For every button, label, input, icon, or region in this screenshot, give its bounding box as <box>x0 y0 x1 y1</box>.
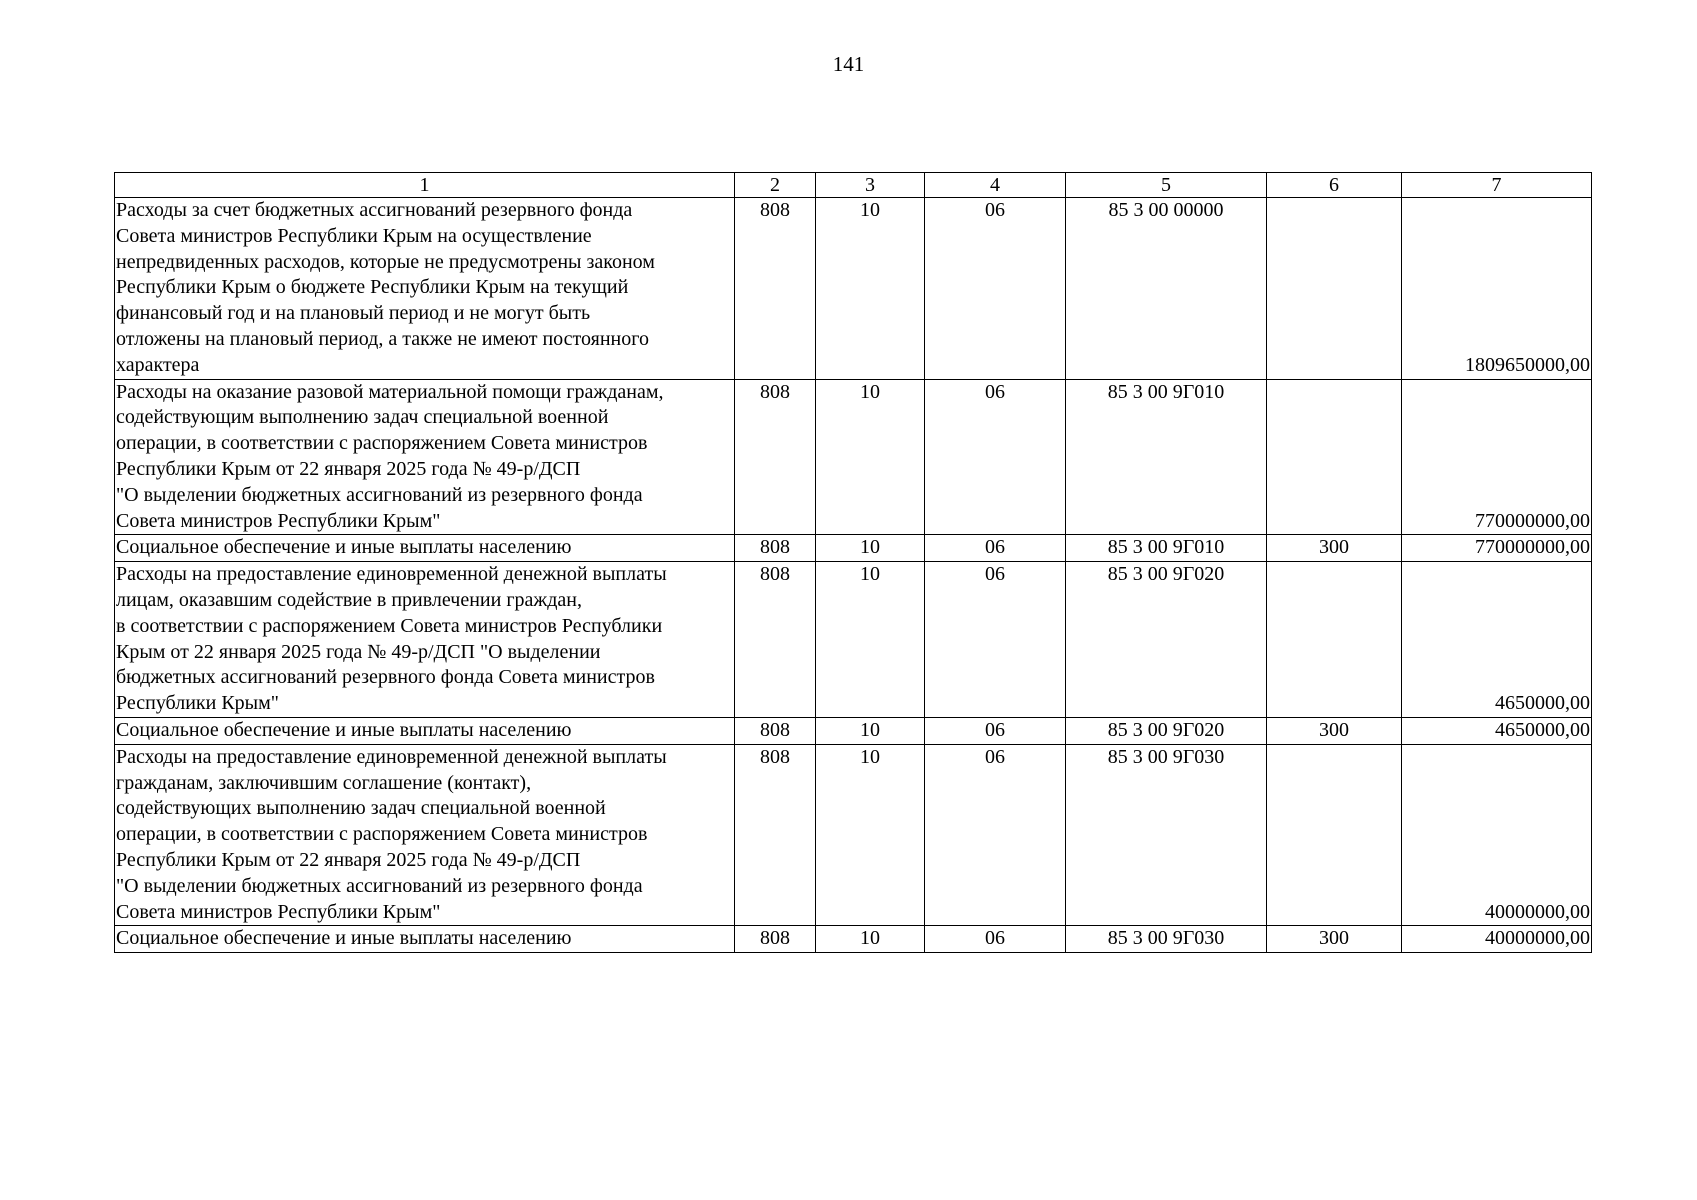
row-description: Социальное обеспечение и иные выплаты населению <box>115 926 735 953</box>
row-subsection-code: 06 <box>925 744 1066 926</box>
budget-table <box>114 172 1592 953</box>
row-amount: 4650000,00 <box>1402 562 1592 718</box>
header-cell-5: 5 <box>1066 173 1267 198</box>
row-target-article: 85 3 00 9Г020 <box>1066 717 1267 744</box>
row-expense-type: 300 <box>1267 535 1402 562</box>
row-subsection-code: 06 <box>925 562 1066 718</box>
table-row <box>115 562 1592 718</box>
row-ministry-code: 808 <box>735 562 816 718</box>
row-expense-type <box>1267 198 1402 380</box>
row-description: Социальное обеспечение и иные выплаты населению <box>115 535 735 562</box>
row-subsection-code: 06 <box>925 198 1066 380</box>
row-expense-type: 300 <box>1267 717 1402 744</box>
row-expense-type <box>1267 562 1402 718</box>
row-ministry-code: 808 <box>735 198 816 380</box>
row-amount: 770000000,00 <box>1402 379 1592 535</box>
row-amount: 770000000,00 <box>1402 535 1592 562</box>
row-ministry-code: 808 <box>735 717 816 744</box>
row-expense-type: 300 <box>1267 926 1402 953</box>
row-subsection-code: 06 <box>925 717 1066 744</box>
row-description: Расходы на предоставление единовременной денежной выплаты лицам, оказавшим содействие в привлечении граждан, в соответствии с распоряжением Совета министров Республики Крым от 22 января 2025 года № 49-р/ДСП "О выделении бюджетных ассигнований резервного фонда Совета министров Республики Крым" <box>115 562 735 718</box>
row-section-code: 10 <box>816 926 925 953</box>
table-row <box>115 535 1592 562</box>
table-row <box>115 717 1592 744</box>
header-cell-7: 7 <box>1402 173 1592 198</box>
row-description: Расходы на предоставление единовременной денежной выплаты гражданам, заключившим соглашение (контакт), содействующих выполнению задач специальной военной операции, в соответствии с распоряжением Совета министров Республики Крым от 22 января 2025 года № 49-р/ДСП "О выделении бюджетных ассигнований из резервного фонда Совета министров Республики Крым" <box>115 744 735 926</box>
header-cell-2: 2 <box>735 173 816 198</box>
header-cell-1: 1 <box>115 173 735 198</box>
row-ministry-code: 808 <box>735 926 816 953</box>
row-amount: 4650000,00 <box>1402 717 1592 744</box>
row-section-code: 10 <box>816 717 925 744</box>
row-target-article: 85 3 00 9Г010 <box>1066 379 1267 535</box>
table-row <box>115 744 1592 926</box>
row-amount: 40000000,00 <box>1402 744 1592 926</box>
row-target-article: 85 3 00 9Г010 <box>1066 535 1267 562</box>
table-row <box>115 926 1592 953</box>
row-target-article: 85 3 00 00000 <box>1066 198 1267 380</box>
row-expense-type <box>1267 744 1402 926</box>
page-number: 141 <box>832 52 865 76</box>
row-amount: 1809650000,00 <box>1402 198 1592 380</box>
row-section-code: 10 <box>816 198 925 380</box>
table-row <box>115 379 1592 535</box>
row-section-code: 10 <box>816 379 925 535</box>
header-cell-4: 4 <box>925 173 1066 198</box>
row-section-code: 10 <box>816 744 925 926</box>
table-row <box>115 198 1592 380</box>
row-description: Социальное обеспечение и иные выплаты населению <box>115 717 735 744</box>
row-subsection-code: 06 <box>925 535 1066 562</box>
row-target-article: 85 3 00 9Г030 <box>1066 926 1267 953</box>
row-subsection-code: 06 <box>925 379 1066 535</box>
row-description: Расходы на оказание разовой материальной помощи гражданам, содействующим выполнению задач специальной военной операции, в соответствии с распоряжением Совета министров Республики Крым от 22 января 2025 года № 49-р/ДСП "О выделении бюджетных ассигнований из резервного фонда Совета министров Республики Крым" <box>115 379 735 535</box>
row-ministry-code: 808 <box>735 379 816 535</box>
row-section-code: 10 <box>816 562 925 718</box>
row-ministry-code: 808 <box>735 535 816 562</box>
table-header-row <box>115 173 1592 198</box>
header-cell-6: 6 <box>1267 173 1402 198</box>
row-description: Расходы за счет бюджетных ассигнований резервного фонда Совета министров Республики Крым на осуществление непредвиденных расходов, которые не предусмотрены законом Республики Крым о бюджете Республики Крым на текущий финансовый год и на плановый период и не могут быть отложены на плановый период, а также не имеют постоянного характера <box>115 198 735 380</box>
row-ministry-code: 808 <box>735 744 816 926</box>
row-subsection-code: 06 <box>925 926 1066 953</box>
row-amount: 40000000,00 <box>1402 926 1592 953</box>
row-expense-type <box>1267 379 1402 535</box>
row-section-code: 10 <box>816 535 925 562</box>
row-target-article: 85 3 00 9Г030 <box>1066 744 1267 926</box>
header-cell-3: 3 <box>816 173 925 198</box>
row-target-article: 85 3 00 9Г020 <box>1066 562 1267 718</box>
